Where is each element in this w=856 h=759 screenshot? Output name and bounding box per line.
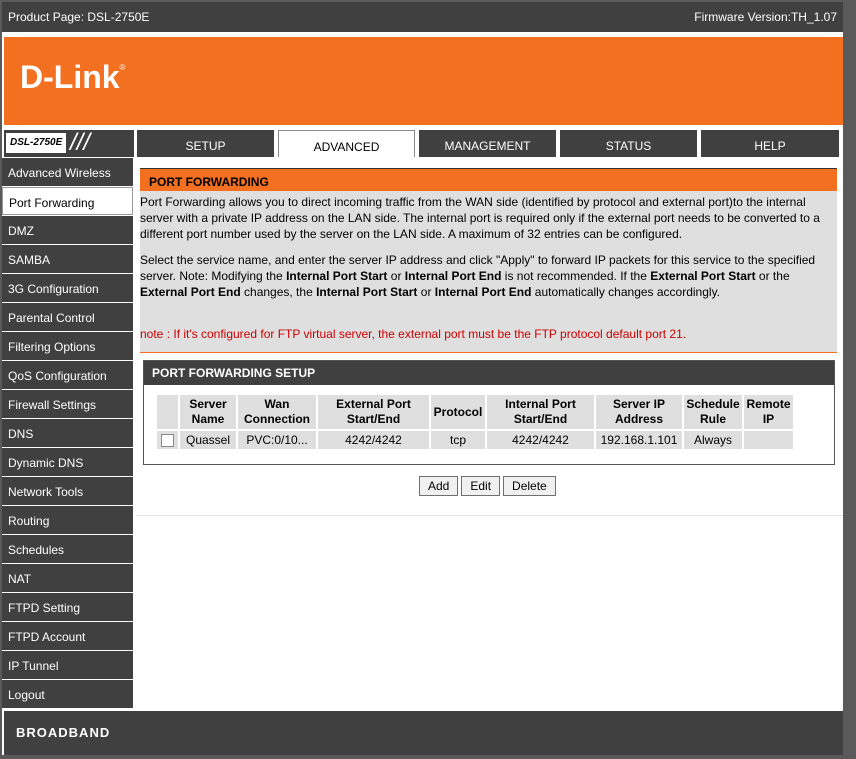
tab-status[interactable]: STATUS — [560, 130, 697, 157]
main-content — [136, 158, 843, 711]
cell-remote-ip — [744, 431, 793, 449]
top-navigation — [2, 129, 843, 158]
header-line: Remote — [746, 397, 791, 411]
column-header-server-ip — [596, 395, 682, 429]
column-header-schedule-rule — [684, 395, 742, 429]
sidebar-item-ftpd-account[interactable]: FTPD Account — [2, 622, 133, 650]
tab-management[interactable]: MANAGEMENT — [419, 130, 556, 157]
instruction-text: or the — [755, 269, 790, 283]
header-line: Rule — [699, 412, 726, 426]
header-line: Wan — [264, 397, 290, 411]
row-select-cell — [157, 431, 178, 449]
sidebar-item-qos-configuration[interactable]: QoS Configuration — [2, 361, 133, 389]
sidebar-item-firewall-settings[interactable]: Firewall Settings — [2, 390, 133, 418]
instruction-paragraph — [140, 252, 834, 300]
tab-help[interactable]: HELP — [701, 130, 839, 157]
action-buttons — [419, 476, 559, 496]
edit-button[interactable]: Edit — [461, 476, 500, 496]
header-line: Name — [191, 412, 225, 426]
cell-internal-port: 4242/4242 — [487, 431, 594, 449]
instruction-text: is not recommended. If the — [501, 269, 651, 283]
column-header-remote-ip — [744, 395, 793, 429]
sidebar-item-3g-configuration[interactable]: 3G Configuration — [2, 274, 133, 302]
instruction-text: or — [387, 269, 405, 283]
port-forwarding-info-box — [140, 168, 837, 353]
sidebar-item-ip-tunnel[interactable]: IP Tunnel — [2, 651, 133, 679]
instruction-bold: Internal Port End — [434, 285, 532, 299]
ftp-note: note : If it's configured for FTP virtual server, the external port must be the FTP protocol default port 21. — [140, 327, 687, 341]
firmware-version-label: Firmware Version:TH_1.07 — [694, 10, 837, 24]
section-title: PORT FORWARDING — [140, 168, 837, 191]
cell-wan-connection: PVC:0/10... — [238, 431, 316, 449]
instruction-text: or — [417, 285, 435, 299]
cell-external-port: 4242/4242 — [318, 431, 429, 449]
footer-bar — [4, 711, 843, 755]
header-line: Server IP — [612, 397, 666, 411]
model-label: DSL-2750E — [6, 133, 66, 153]
top-info-bar — [2, 2, 843, 32]
header-line: Internal Port — [505, 397, 576, 411]
product-page-label: Product Page: DSL-2750E — [8, 10, 150, 24]
instruction-bold: External Port Start — [650, 269, 756, 283]
router-admin-window — [2, 2, 843, 755]
column-header-wan-connection — [238, 395, 316, 429]
instruction-text: changes, the — [240, 285, 317, 299]
header-line: Schedule — [686, 397, 740, 411]
sidebar-item-schedules[interactable]: Schedules — [2, 535, 133, 563]
row-checkbox[interactable] — [161, 434, 174, 447]
instruction-bold: Internal Port End — [404, 269, 502, 283]
sidebar-item-samba[interactable]: SAMBA — [2, 245, 133, 273]
instruction-text: Select the service name, and enter the server IP address and click "Apply" to forward IP packets for this service to the specified server. Note: Modifying the — [140, 253, 816, 283]
slash-decoration-icon: /// — [70, 129, 91, 156]
instruction-bold: Internal Port Start — [316, 285, 418, 299]
intro-paragraph: Port Forwarding allows you to direct incoming traffic from the WAN side (identified by protocol and external port)to the internal server with a private IP address on the LAN side. The internal port is required only if the external port needs to be converted to a different port number used by the server on the LAN side. A maximum of 32 entries can be configured. — [140, 195, 820, 241]
cell-schedule-rule: Always — [684, 431, 742, 449]
sidebar-item-dmz[interactable]: DMZ — [2, 216, 133, 244]
header-line: Address — [614, 412, 664, 426]
setup-title: PORT FORWARDING SETUP — [144, 361, 834, 385]
cell-server-name: Quassel — [180, 431, 236, 449]
cell-protocol: tcp — [431, 431, 485, 449]
cell-server-ip: 192.168.1.101 — [596, 431, 682, 449]
header-line: Protocol — [433, 404, 483, 419]
header-line: Connection — [244, 412, 310, 426]
header-line: Start/End — [346, 412, 401, 426]
select-column-header — [157, 395, 178, 429]
delete-button[interactable]: Delete — [503, 476, 556, 496]
sidebar-item-filtering-options[interactable]: Filtering Options — [2, 332, 133, 360]
header-line: IP — [762, 412, 775, 426]
tab-setup[interactable]: SETUP — [137, 130, 274, 157]
sidebar-item-dynamic-dns[interactable]: Dynamic DNS — [2, 448, 133, 476]
sidebar-item-advanced-wireless[interactable]: Advanced Wireless — [2, 158, 133, 186]
sidebar-item-port-forwarding[interactable]: Port Forwarding — [2, 187, 133, 215]
registered-mark: ® — [119, 63, 126, 72]
content-divider — [136, 515, 843, 516]
sidebar-item-routing[interactable]: Routing — [2, 506, 133, 534]
column-header-server-name — [180, 395, 236, 429]
instruction-bold: External Port End — [140, 285, 241, 299]
column-header-internal-port — [487, 395, 594, 429]
footer-broadband-label: BROADBAND — [16, 725, 111, 740]
tab-advanced[interactable]: ADVANCED — [278, 130, 415, 157]
instruction-bold: Internal Port Start — [286, 269, 388, 283]
table-header-row — [157, 395, 793, 429]
header-line: External Port — [336, 397, 411, 411]
header-line: Server — [189, 397, 227, 411]
header-line: Start/End — [513, 412, 568, 426]
dlink-logo — [20, 59, 125, 96]
port-forwarding-setup-box — [143, 360, 835, 465]
add-button[interactable]: Add — [419, 476, 458, 496]
instruction-text: automatically changes accordingly. — [531, 285, 721, 299]
table-row — [157, 431, 793, 449]
brand-banner — [4, 37, 843, 125]
sidebar-item-parental-control[interactable]: Parental Control — [2, 303, 133, 331]
sidebar-item-dns[interactable]: DNS — [2, 419, 133, 447]
model-badge — [4, 130, 134, 157]
port-forwarding-table — [155, 393, 795, 451]
column-header-protocol — [431, 395, 485, 429]
sidebar-item-nat[interactable]: NAT — [2, 564, 133, 592]
sidebar-item-network-tools[interactable]: Network Tools — [2, 477, 133, 505]
sidebar — [2, 158, 133, 709]
sidebar-item-logout[interactable]: Logout — [2, 680, 133, 708]
column-header-external-port — [318, 395, 429, 429]
sidebar-item-ftpd-setting[interactable]: FTPD Setting — [2, 593, 133, 621]
logo-text: D-Link — [20, 59, 120, 95]
